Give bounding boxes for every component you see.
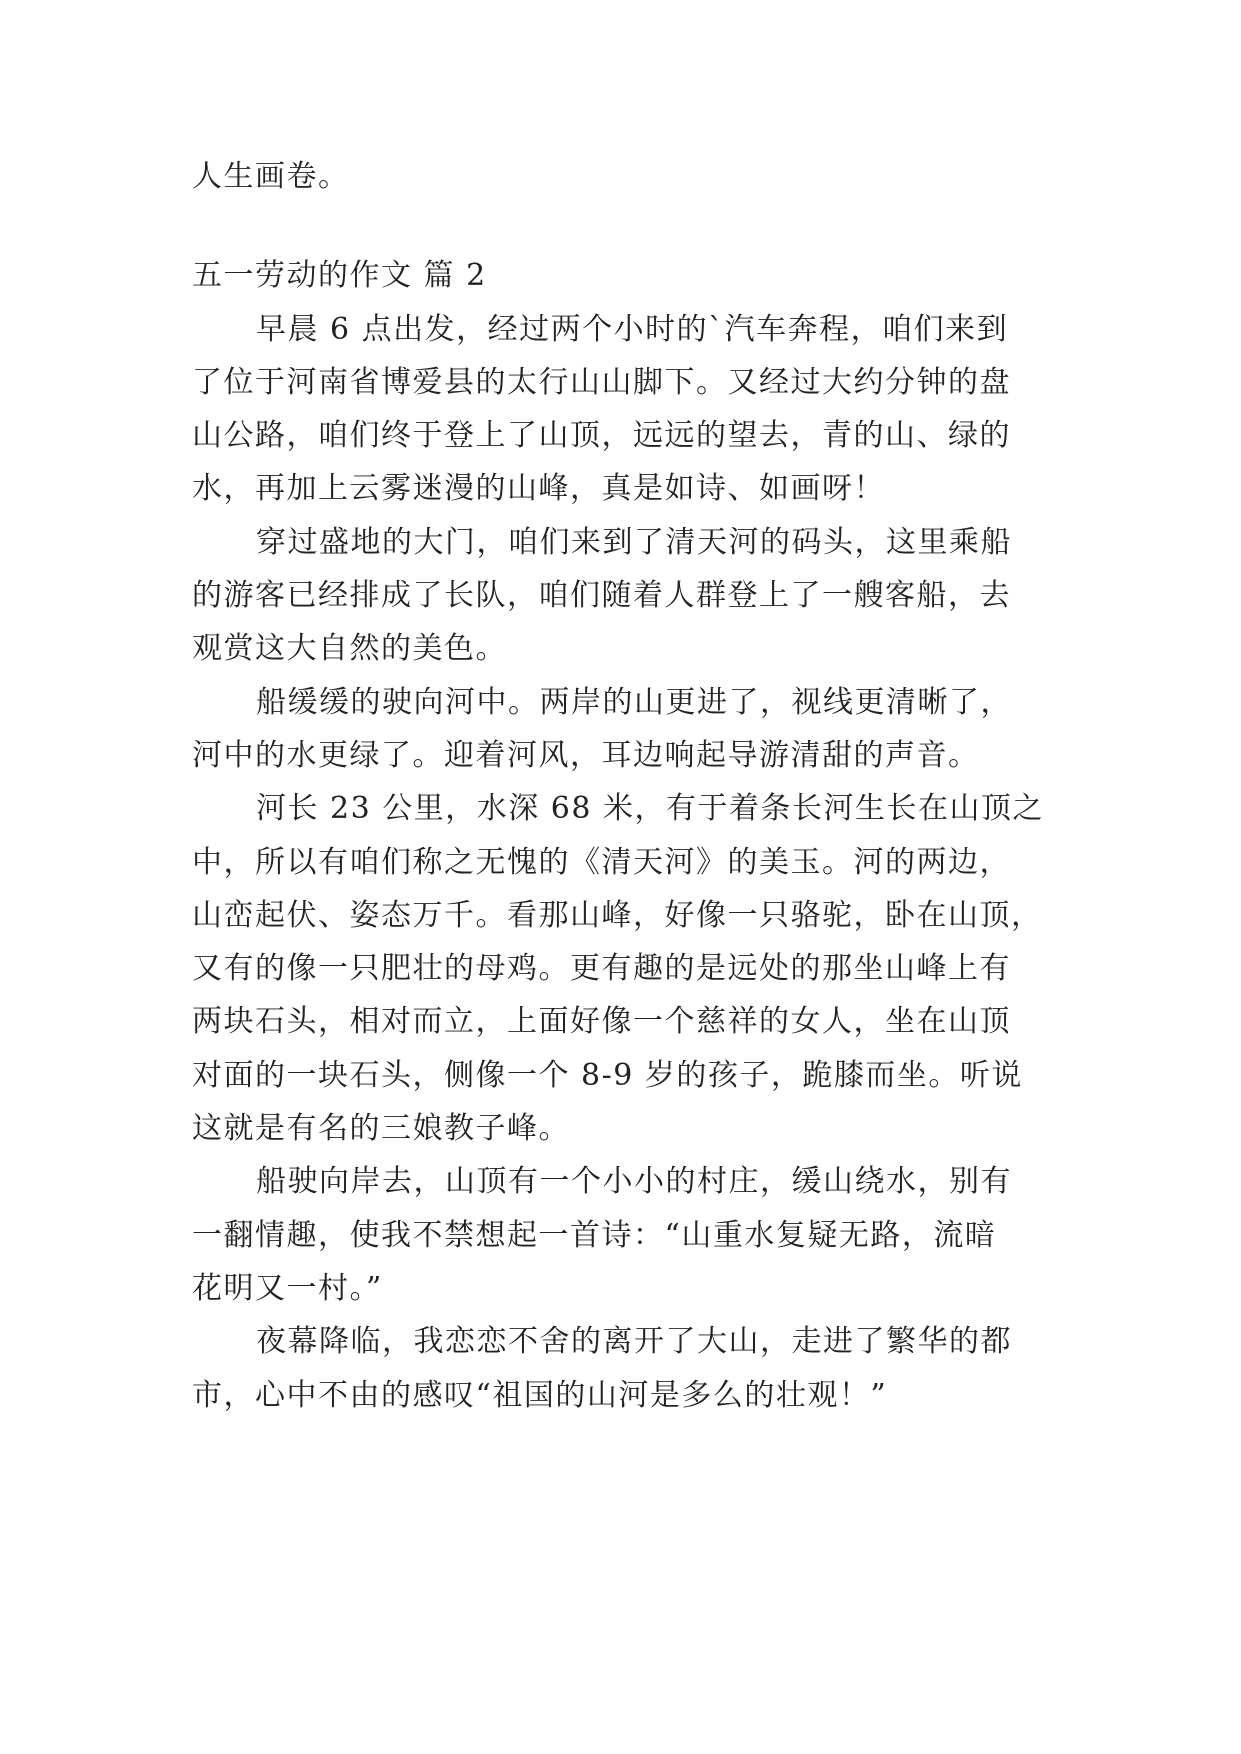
paragraph-6	[192, 1315, 1062, 1422]
paragraph-line: 一翻情趣，使我不禁想起一首诗：“山重水复疑无路，流暗	[192, 1217, 997, 1253]
paragraph-line: 中，所以有咱们称之无愧的《清天河》的美玉。河的两边，	[192, 844, 1011, 880]
paragraph-line: 山峦起伏、姿态万千。看那山峰，好像一只骆驼，卧在山顶，	[192, 897, 1043, 933]
paragraph-line: 又有的像一只肥壮的母鸡。更有趣的是远处的那坐山峰上有	[192, 951, 1011, 987]
paragraph-line: 穿过盛地的大门，咱们来到了清天河的码头，这里乘船	[256, 524, 1012, 560]
paragraph-line: 水，再加上云雾迷漫的山峰，真是如诗、如画呀！	[192, 471, 885, 507]
paragraph-line: 对面的一块石头，侧像一个 8-9 岁的孩子，跪膝而坐。听说	[192, 1057, 1023, 1093]
paragraph-line: 观赏这大自然的美色。	[192, 631, 507, 667]
paragraph-5	[192, 1155, 1062, 1315]
paragraph-line: 山公路，咱们终于登上了山顶，远远的望去，青的山、绿的	[192, 418, 1011, 454]
paragraph-3	[192, 676, 1062, 783]
paragraph-line: 两块石头，相对而立，上面好像一个慈祥的女人，坐在山顶	[192, 1004, 1011, 1040]
paragraph-line: 这就是有名的三娘教子峰。	[192, 1111, 570, 1147]
paragraph-line: 船驶向岸去，山顶有一个小小的村庄，缓山绕水，别有	[256, 1164, 1012, 1200]
paragraph-line: 早晨 6 点出发，经过两个小时的`汽车奔程，咱们来到	[256, 311, 1009, 347]
continuation-line: 人生画卷。	[192, 159, 350, 194]
paragraph-line: 了位于河南省博爱县的太行山山脚下。又经过大约分钟的盘	[192, 364, 1011, 400]
paragraph-line: 花明又一村。”	[192, 1270, 383, 1306]
paragraph-1	[192, 303, 1062, 516]
document-body	[192, 150, 1062, 1422]
section-title: 五一劳动的作文 篇 2	[192, 258, 487, 294]
section-gap	[192, 203, 1062, 249]
paragraph-line: 河中的水更绿了。迎着河风，耳边响起导游清甜的声音。	[192, 737, 980, 773]
paragraph-line: 的游客已经排成了长队，咱们随着人群登上了一艘客船，去	[192, 578, 1011, 614]
paragraph-2	[192, 516, 1062, 676]
paragraph-line: 夜幕降临，我恋恋不舍的离开了大山，走进了繁华的都	[256, 1324, 1012, 1360]
paragraph-line: 河长 23 公里，水深 68 米，有于着条长河生长在山顶之	[256, 791, 1044, 827]
paragraph-line: 船缓缓的驶向河中。两岸的山更进了，视线更清晰了，	[256, 684, 1012, 720]
paragraph-4	[192, 782, 1062, 1155]
paragraph-line: 市，心中不由的感叹“祖国的山河是多么的壮观！”	[192, 1377, 888, 1413]
